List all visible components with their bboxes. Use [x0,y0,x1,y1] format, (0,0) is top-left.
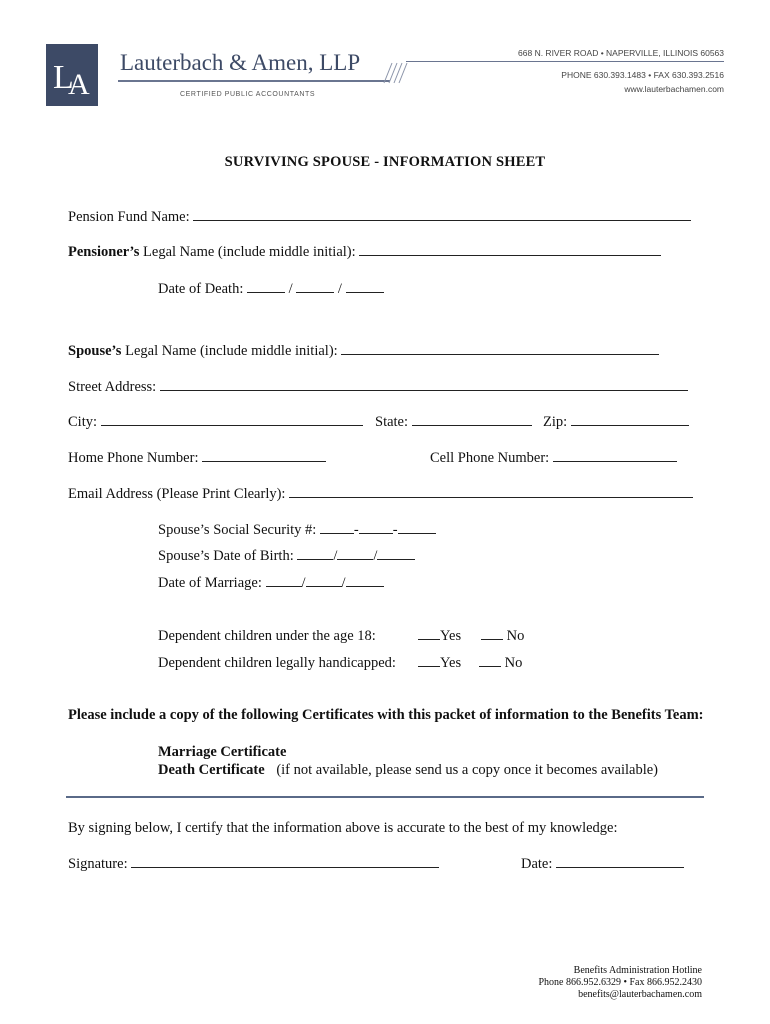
street-address-field[interactable] [160,378,688,391]
cell-phone-field[interactable] [553,449,677,462]
svg-text:A: A [68,68,90,101]
death-certificate-row [158,761,658,779]
ssn-part3-field[interactable] [398,521,436,534]
date-row [521,855,684,873]
dep-handicapped-yes-field[interactable] [418,654,440,667]
state-field[interactable] [412,413,532,426]
dep-handicapped-no-field[interactable] [479,654,501,667]
firm-name: Lauterbach & Amen, LLP [120,50,361,75]
pension-fund-field[interactable] [193,208,691,221]
section-divider [66,796,704,798]
dep-handicapped-no-row [479,654,522,672]
certification-statement: By signing below, I certify that the information above is accurate to the best of my knowledge: [68,820,618,836]
dep-under-18-yes-row [418,627,461,645]
certificates-notice: Please include a copy of the following Certificates with this packet of information to the Benefits Team: [68,707,704,723]
dob-year-field[interactable] [377,547,415,560]
state-row [375,413,532,431]
firm-name-rule [118,80,390,82]
ssn-label: Spouse’s Social Security #: [158,522,317,538]
dep-under-18-no-field[interactable] [481,627,503,640]
ssn-row: Spouse’s Social Security #: - - [158,521,436,539]
email-field[interactable] [289,485,693,498]
pensioner-name-field[interactable] [359,243,661,256]
signature-label: Signature: [68,856,128,872]
pensioner-label: Legal Name (include middle initial): [139,244,356,260]
death-month-field[interactable] [247,280,285,293]
date-field[interactable] [556,855,684,868]
dep-under-18-yes-label: Yes [440,628,462,644]
death-certificate-note: (if not available, please send us a copy once it becomes available) [276,762,658,778]
dep-handicapped-no-label: No [504,655,523,671]
death-year-field[interactable] [346,280,384,293]
dep-under-18-label: Dependent children under the age 18: [158,628,376,644]
dep-handicapped-label: Dependent children legally handicapped: [158,655,396,671]
marriage-date-label: Date of Marriage: [158,575,262,591]
marriage-month-field[interactable] [266,574,302,587]
pension-fund-label: Pension Fund Name: [68,209,190,225]
street-address-label: Street Address: [68,379,157,395]
date-label: Date: [521,856,553,872]
death-certificate-item: Death Certificate [158,762,265,778]
dep-handicapped-yes-row [418,654,461,672]
footer-phone-fax: Phone 866.952.6329 • Fax 866.952.2430 [538,977,702,988]
logo-monogram-icon [46,44,98,106]
ssn-part2-field[interactable] [359,521,393,534]
zip-row [543,413,689,431]
marriage-certificate-item: Marriage Certificate [158,744,287,760]
firm-phone-fax: PHONE 630.393.1483 • FAX 630.393.2516 [561,70,724,80]
city-field[interactable] [101,413,363,426]
pension-fund-row [68,208,691,226]
marriage-date-row: Date of Marriage: / / [158,574,384,592]
signature-field[interactable] [131,855,439,868]
home-phone-field[interactable] [202,449,326,462]
marriage-day-field[interactable] [306,574,342,587]
pensioner-name-row [68,243,661,261]
city-row [68,413,363,431]
home-phone-label: Home Phone Number: [68,450,199,466]
email-label: Email Address (Please Print Clearly): [68,486,286,502]
firm-tagline: CERTIFIED PUBLIC ACCOUNTANTS [180,91,316,98]
ssn-part1-field[interactable] [320,521,354,534]
cell-phone-row [430,449,677,467]
city-label: City: [68,414,98,430]
dob-row: Spouse’s Date of Birth: / / [158,547,415,565]
cell-phone-label: Cell Phone Number: [430,450,550,466]
footer-email: benefits@lauterbachamen.com [578,989,702,1000]
dob-label: Spouse’s Date of Birth: [158,548,294,564]
firm-address: 668 N. RIVER ROAD • NAPERVILLE, ILLINOIS 60563 [518,48,724,58]
dep-handicapped-yes-label: Yes [440,655,462,671]
dep-under-18-no-label: No [506,628,525,644]
email-row [68,485,693,503]
dep-under-18-no-row [481,627,524,645]
death-day-field[interactable] [296,280,334,293]
svg-text:L: L [53,59,74,96]
zip-field[interactable] [571,413,689,426]
dob-month-field[interactable] [297,547,333,560]
page-title: SURVIVING SPOUSE - INFORMATION SHEET [224,154,546,170]
marriage-year-field[interactable] [346,574,384,587]
date-of-death-label: Date of Death: [158,281,244,297]
footer-hotline: Benefits Administration Hotline [573,965,702,976]
home-phone-row [68,449,326,467]
state-label: State: [375,414,409,430]
date-of-death-row: Date of Death: / / [158,280,384,298]
firm-website: www.lauterbachamen.com [624,84,724,94]
signature-row [68,855,439,873]
dob-day-field[interactable] [337,547,373,560]
address-rule [406,61,724,62]
slash-decoration-icon [380,62,410,84]
firm-logo [46,44,98,106]
spouse-name-row [68,342,659,360]
spouse-label-bold: Spouse’s [68,343,122,359]
street-address-row [68,378,688,396]
dep-under-18-yes-field[interactable] [418,627,440,640]
spouse-label: Legal Name (include middle initial): [121,343,338,359]
zip-label: Zip: [543,414,568,430]
pensioner-label-bold: Pensioner’s [68,244,140,260]
spouse-name-field[interactable] [341,342,659,355]
